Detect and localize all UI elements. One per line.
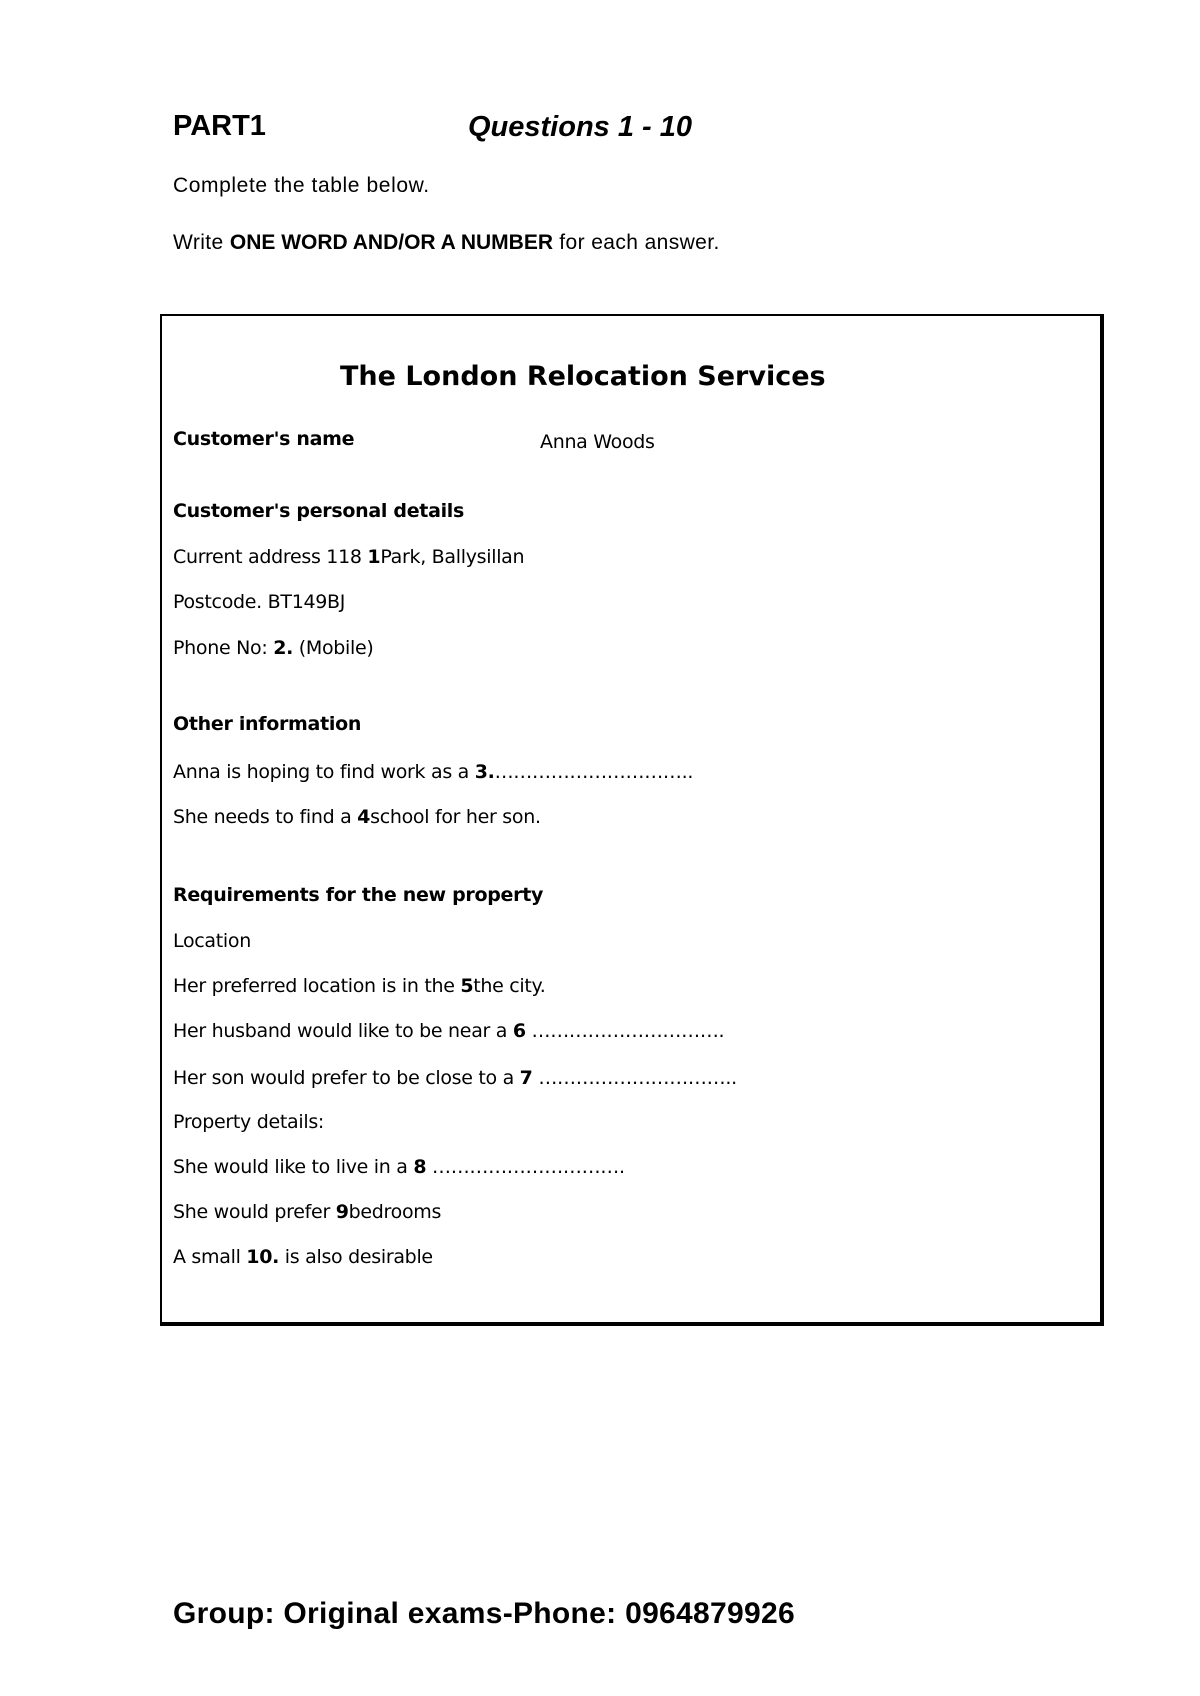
postcode-line: Postcode. BT149BJ — [173, 591, 346, 613]
other-information-heading: Other information — [173, 713, 362, 735]
question-9-number: 9 — [335, 1201, 349, 1223]
school-line: She needs to find a 4school for her son. — [173, 806, 541, 828]
requirements-heading: Requirements for the new property — [173, 884, 544, 906]
question-3-number: 3. — [474, 761, 495, 783]
bedrooms-line: She would prefer 9bedrooms — [173, 1201, 442, 1223]
customer-name-label: Customer's name — [173, 428, 355, 450]
question-4-number: 4 — [357, 806, 371, 828]
preferred-location-line: Her preferred location is in the 5the city. — [173, 975, 546, 997]
property-details-label: Property details: — [173, 1111, 325, 1133]
instruction-prefix: Write — [173, 231, 230, 254]
question-1-number: 1 — [367, 546, 381, 568]
footer-group-contact: Group: Original exams-Phone: 0964879926 — [173, 1597, 795, 1630]
address-line: Current address 118 1Park, Ballysillan — [173, 546, 525, 568]
question-7-number: 7 — [519, 1067, 533, 1089]
instruction-word-limit — [173, 231, 720, 255]
question-2-number: 2. — [273, 637, 294, 659]
answer-blank-3: ………………………….. — [494, 761, 694, 783]
location-label: Location — [173, 930, 251, 952]
work-line: Anna is hoping to find work as a 3.………………………….. — [173, 761, 694, 783]
husband-line: Her husband would like to be near a 6 …………………………. — [173, 1020, 725, 1042]
question-8-number: 8 — [413, 1156, 427, 1178]
instruction-emphasis: ONE WORD AND/OR A NUMBER — [229, 231, 554, 254]
personal-details-heading: Customer's personal details — [173, 500, 465, 522]
question-6-number: 6 — [512, 1020, 526, 1042]
question-10-number: 10. — [246, 1246, 280, 1268]
answer-blank-8: …………………………. — [426, 1156, 625, 1178]
customer-name-value: Anna Woods — [540, 431, 655, 453]
live-in-line: She would like to live in a 8 …………………………. — [173, 1156, 625, 1178]
small-desirable-line: A small 10. is also desirable — [173, 1246, 433, 1268]
son-line: Her son would prefer to be close to a 7 ………………………….. — [173, 1067, 737, 1089]
question-5-number: 5 — [460, 975, 474, 997]
questions-range-label: Questions 1 - 10 — [468, 111, 693, 143]
phone-line: Phone No: 2. (Mobile) — [173, 637, 374, 659]
form-title: The London Relocation Services — [340, 361, 826, 392]
instruction-complete-table: Complete the table below. — [173, 174, 430, 197]
answer-blank-7: ………………………….. — [532, 1067, 737, 1089]
instruction-suffix: for each answer. — [553, 231, 720, 254]
part-label: PART1 — [173, 110, 266, 142]
answer-blank-6: …………………………. — [525, 1020, 725, 1042]
